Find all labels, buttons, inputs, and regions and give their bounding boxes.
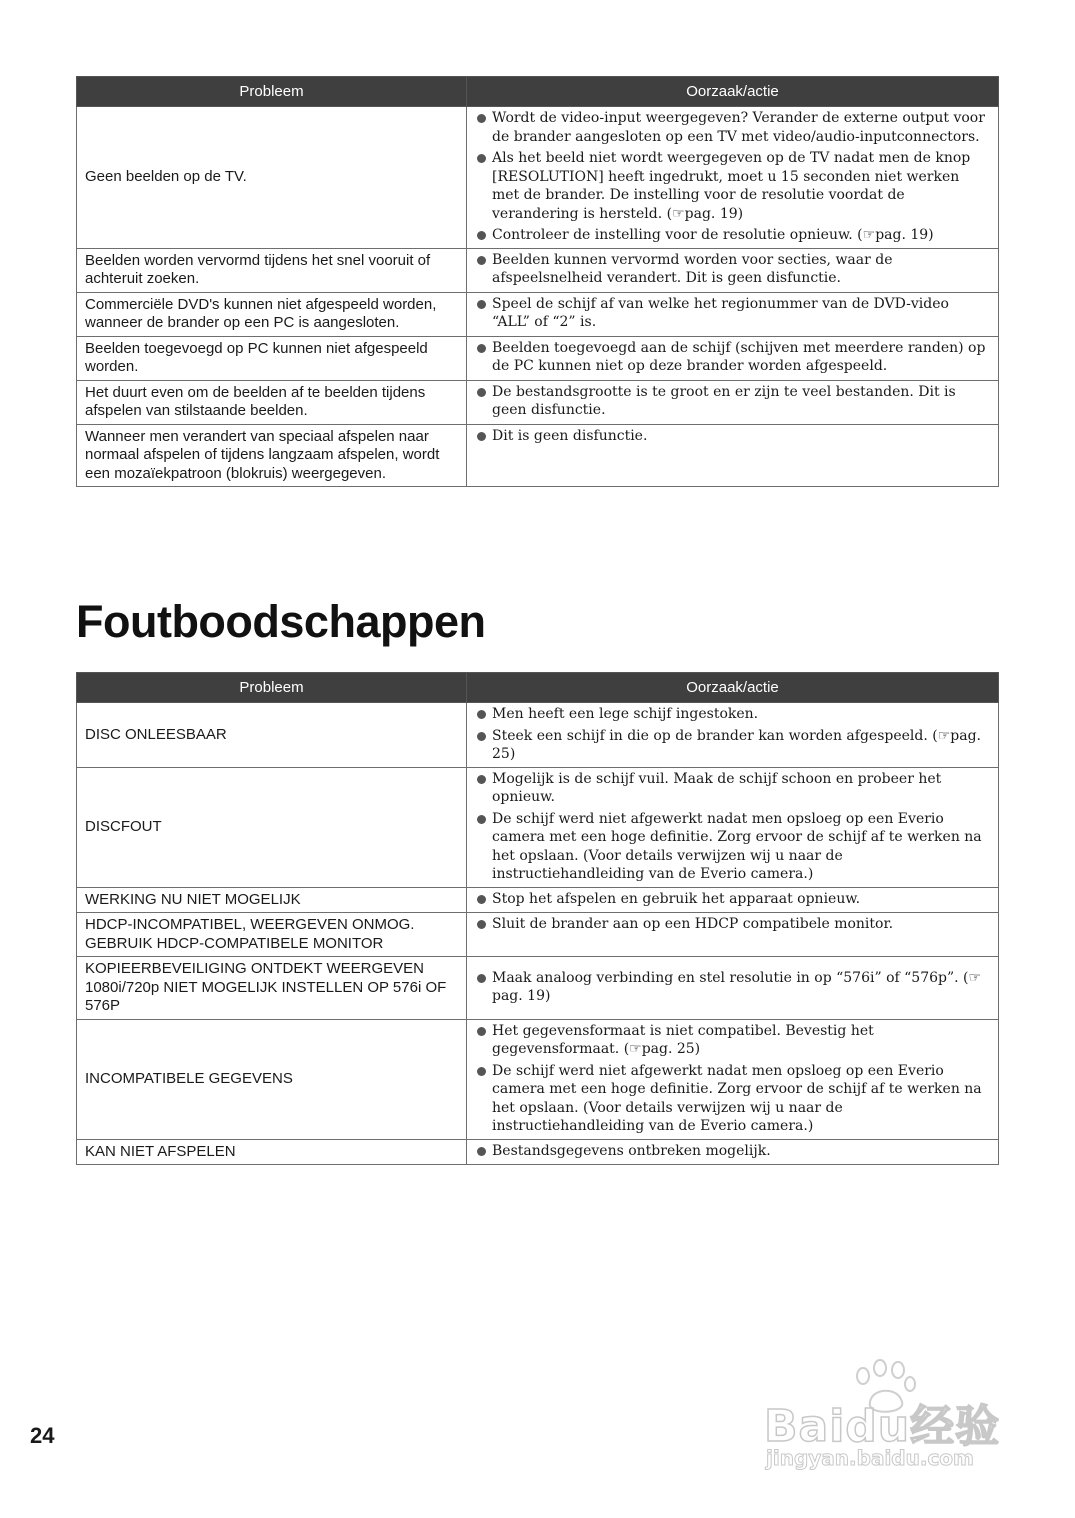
page-number: 24 <box>30 1423 55 1448</box>
cause-item <box>475 383 990 420</box>
table-row <box>77 424 999 487</box>
bullet-icon <box>477 775 486 784</box>
bullet-icon <box>477 895 486 904</box>
problem-cell: HDCP-INCOMPATIBEL, WEERGEVEN ONMOG. GEBRUIK HDCP-COMPATIBELE MONITOR <box>77 913 467 957</box>
header-problem: Probleem <box>77 673 467 703</box>
table-row <box>77 380 999 424</box>
cause-item <box>475 810 990 884</box>
cause-item <box>475 890 990 909</box>
cause-cell <box>467 292 999 336</box>
cause-cell <box>467 1139 999 1165</box>
problem-cell: WERKING NU NIET MOGELIJK <box>77 887 467 913</box>
cause-item <box>475 770 990 807</box>
table-row <box>77 957 999 1020</box>
cause-cell <box>467 107 999 249</box>
problem-cell: KOPIEERBEVEILIGING ONTDEKT WEERGEVEN 1080i/720p NIET MOGELIJK INSTELLEN OP 576i OF 576P <box>77 957 467 1020</box>
problem-cell: Beelden toegevoegd op PC kunnen niet afgespeeld worden. <box>77 336 467 380</box>
bullet-icon <box>477 1027 486 1036</box>
problem-cell: KAN NIET AFSPELEN <box>77 1139 467 1165</box>
header-cause: Oorzaak/actie <box>467 77 999 107</box>
table-row <box>77 1019 999 1139</box>
cause-item <box>475 1062 990 1136</box>
cause-text: Het gegevensformaat is niet compatibel. Bevestig het gegevensformaat. (☞pag. 25) <box>492 1022 874 1057</box>
table-row <box>77 107 999 249</box>
cause-cell <box>467 424 999 487</box>
cause-text: Wordt de video-input weergegeven? Verander de externe output voor de brander aangesloten op een TV met video/audio-inputconnectors. <box>492 110 985 145</box>
problem-cell: Commerciële DVD's kunnen niet afgespeeld worden, wanneer de brander op een PC is aangesloten. <box>77 292 467 336</box>
table-row <box>77 913 999 957</box>
bullet-icon <box>477 344 486 353</box>
watermark-url: jingyan.baidu.com <box>766 1446 974 1470</box>
bullet-icon <box>477 1067 486 1076</box>
bullet-icon <box>477 256 486 265</box>
header-problem: Probleem <box>77 77 467 107</box>
troubleshooting-table <box>76 76 999 487</box>
table-row <box>77 292 999 336</box>
cause-item <box>475 1022 990 1059</box>
table-row <box>77 1139 999 1165</box>
error-messages-table <box>76 672 999 1165</box>
problem-cell: Beelden worden vervormd tijdens het snel vooruit of achteruit zoeken. <box>77 248 467 292</box>
cause-text: De schijf werd niet afgewerkt nadat men opsloeg op een Everio camera met een hoge definitie. Zorg ervoor de schijf af te werken na het opslaan. (Voor details verwijzen wij u naar de instructiehandleiding van de Everio camera.) <box>492 810 982 882</box>
cause-item <box>475 427 990 446</box>
cause-item <box>475 226 990 245</box>
bullet-icon <box>477 114 486 123</box>
cause-text: Controleer de instelling voor de resolutie opnieuw. (☞pag. 19) <box>492 227 934 243</box>
cause-item <box>475 727 990 764</box>
cause-item <box>475 295 990 332</box>
cause-item <box>475 969 990 1006</box>
cause-cell <box>467 336 999 380</box>
header-cause: Oorzaak/actie <box>467 673 999 703</box>
cause-cell <box>467 380 999 424</box>
section-title: Foutboodschappen <box>76 596 486 647</box>
cause-cell <box>467 913 999 957</box>
table-row <box>77 248 999 292</box>
cause-text: Men heeft een lege schijf ingestoken. <box>492 706 759 722</box>
cause-text: Beelden toegevoegd aan de schijf (schijven met meerdere randen) op de PC kunnen niet op deze brander worden afgespeeld. <box>492 339 986 374</box>
problem-cell: Wanneer men verandert van speciaal afspelen naar normaal afspelen of tijdens langzaam afspelen, wordt een mozaïekpatroon (blokruis) weergegeven. <box>77 424 467 487</box>
cause-cell <box>467 248 999 292</box>
cause-cell <box>467 887 999 913</box>
cause-text: Als het beeld niet wordt weergegeven op de TV nadat men de knop [RESOLUTION] heeft ingedrukt, moet u 15 seconden niet werken met de brander. De instelling voor de resolutie voordat de verandering is hersteld. (☞pag. 19) <box>492 150 971 222</box>
watermark-text: Baidu经验 <box>764 1401 1001 1452</box>
cause-text: Speel de schijf af van welke het regionummer van de DVD-video “ALL” of “2” is. <box>492 295 949 330</box>
table-header-row <box>77 77 999 107</box>
cause-item <box>475 149 990 223</box>
cause-cell <box>467 703 999 768</box>
problem-cell: Geen beelden op de TV. <box>77 107 467 249</box>
table-header-row <box>77 673 999 703</box>
bullet-icon <box>477 732 486 741</box>
cause-text: Sluit de brander aan op een HDCP compatibele monitor. <box>492 916 894 932</box>
problem-cell: Het duurt even om de beelden af te beelden tijdens afspelen van stilstaande beelden. <box>77 380 467 424</box>
cause-cell <box>467 767 999 887</box>
bullet-icon <box>477 231 486 240</box>
bullet-icon <box>477 1147 486 1156</box>
problem-cell: INCOMPATIBELE GEGEVENS <box>77 1019 467 1139</box>
cause-text: Bestandsgegevens ontbreken mogelijk. <box>492 1142 771 1159</box>
cause-item <box>475 109 990 146</box>
table-row <box>77 887 999 913</box>
baidu-watermark <box>760 1354 1020 1484</box>
cause-text: Steek een schijf in die op de brander kan worden afgespeeld. (☞pag. 25) <box>492 727 981 762</box>
bullet-icon <box>477 710 486 719</box>
bullet-icon <box>477 154 486 163</box>
cause-text: De schijf werd niet afgewerkt nadat men opsloeg op een Everio camera met een hoge definitie. Zorg ervoor de schijf af te werken na het opslaan. (Voor details verwijzen wij u naar de instructiehandleiding van de Everio camera.) <box>492 1062 982 1134</box>
bullet-icon <box>477 300 486 309</box>
cause-cell <box>467 1019 999 1139</box>
cause-item <box>475 705 990 724</box>
cause-text: De bestandsgrootte is te groot en er zijn te veel bestanden. Dit is geen disfunctie. <box>492 383 956 418</box>
table-row <box>77 767 999 887</box>
cause-item <box>475 339 990 376</box>
table-row <box>77 703 999 768</box>
bullet-icon <box>477 388 486 397</box>
table-row <box>77 336 999 380</box>
cause-item <box>475 1142 990 1161</box>
cause-item <box>475 915 990 934</box>
bullet-icon <box>477 432 486 441</box>
problem-cell: DISCFOUT <box>77 767 467 887</box>
cause-cell <box>467 957 999 1020</box>
problem-cell: DISC ONLEESBAAR <box>77 703 467 768</box>
bullet-icon <box>477 920 486 929</box>
cause-item <box>475 251 990 288</box>
cause-text: Stop het afspelen en gebruik het apparaat opnieuw. <box>492 890 861 907</box>
bullet-icon <box>477 815 486 824</box>
bullet-icon <box>477 974 486 983</box>
cause-text: Maak analoog verbinding en stel resolutie in op “576i” of “576p”. (☞pag. 19) <box>492 969 982 1005</box>
cause-text: Beelden kunnen vervormd worden voor secties, waar de afspeelsnelheid verandert. Dit is geen disfunctie. <box>492 251 893 286</box>
cause-text: Mogelijk is de schijf vuil. Maak de schijf schoon en probeer het opnieuw. <box>492 770 942 805</box>
cause-text: Dit is geen disfunctie. <box>492 427 648 444</box>
